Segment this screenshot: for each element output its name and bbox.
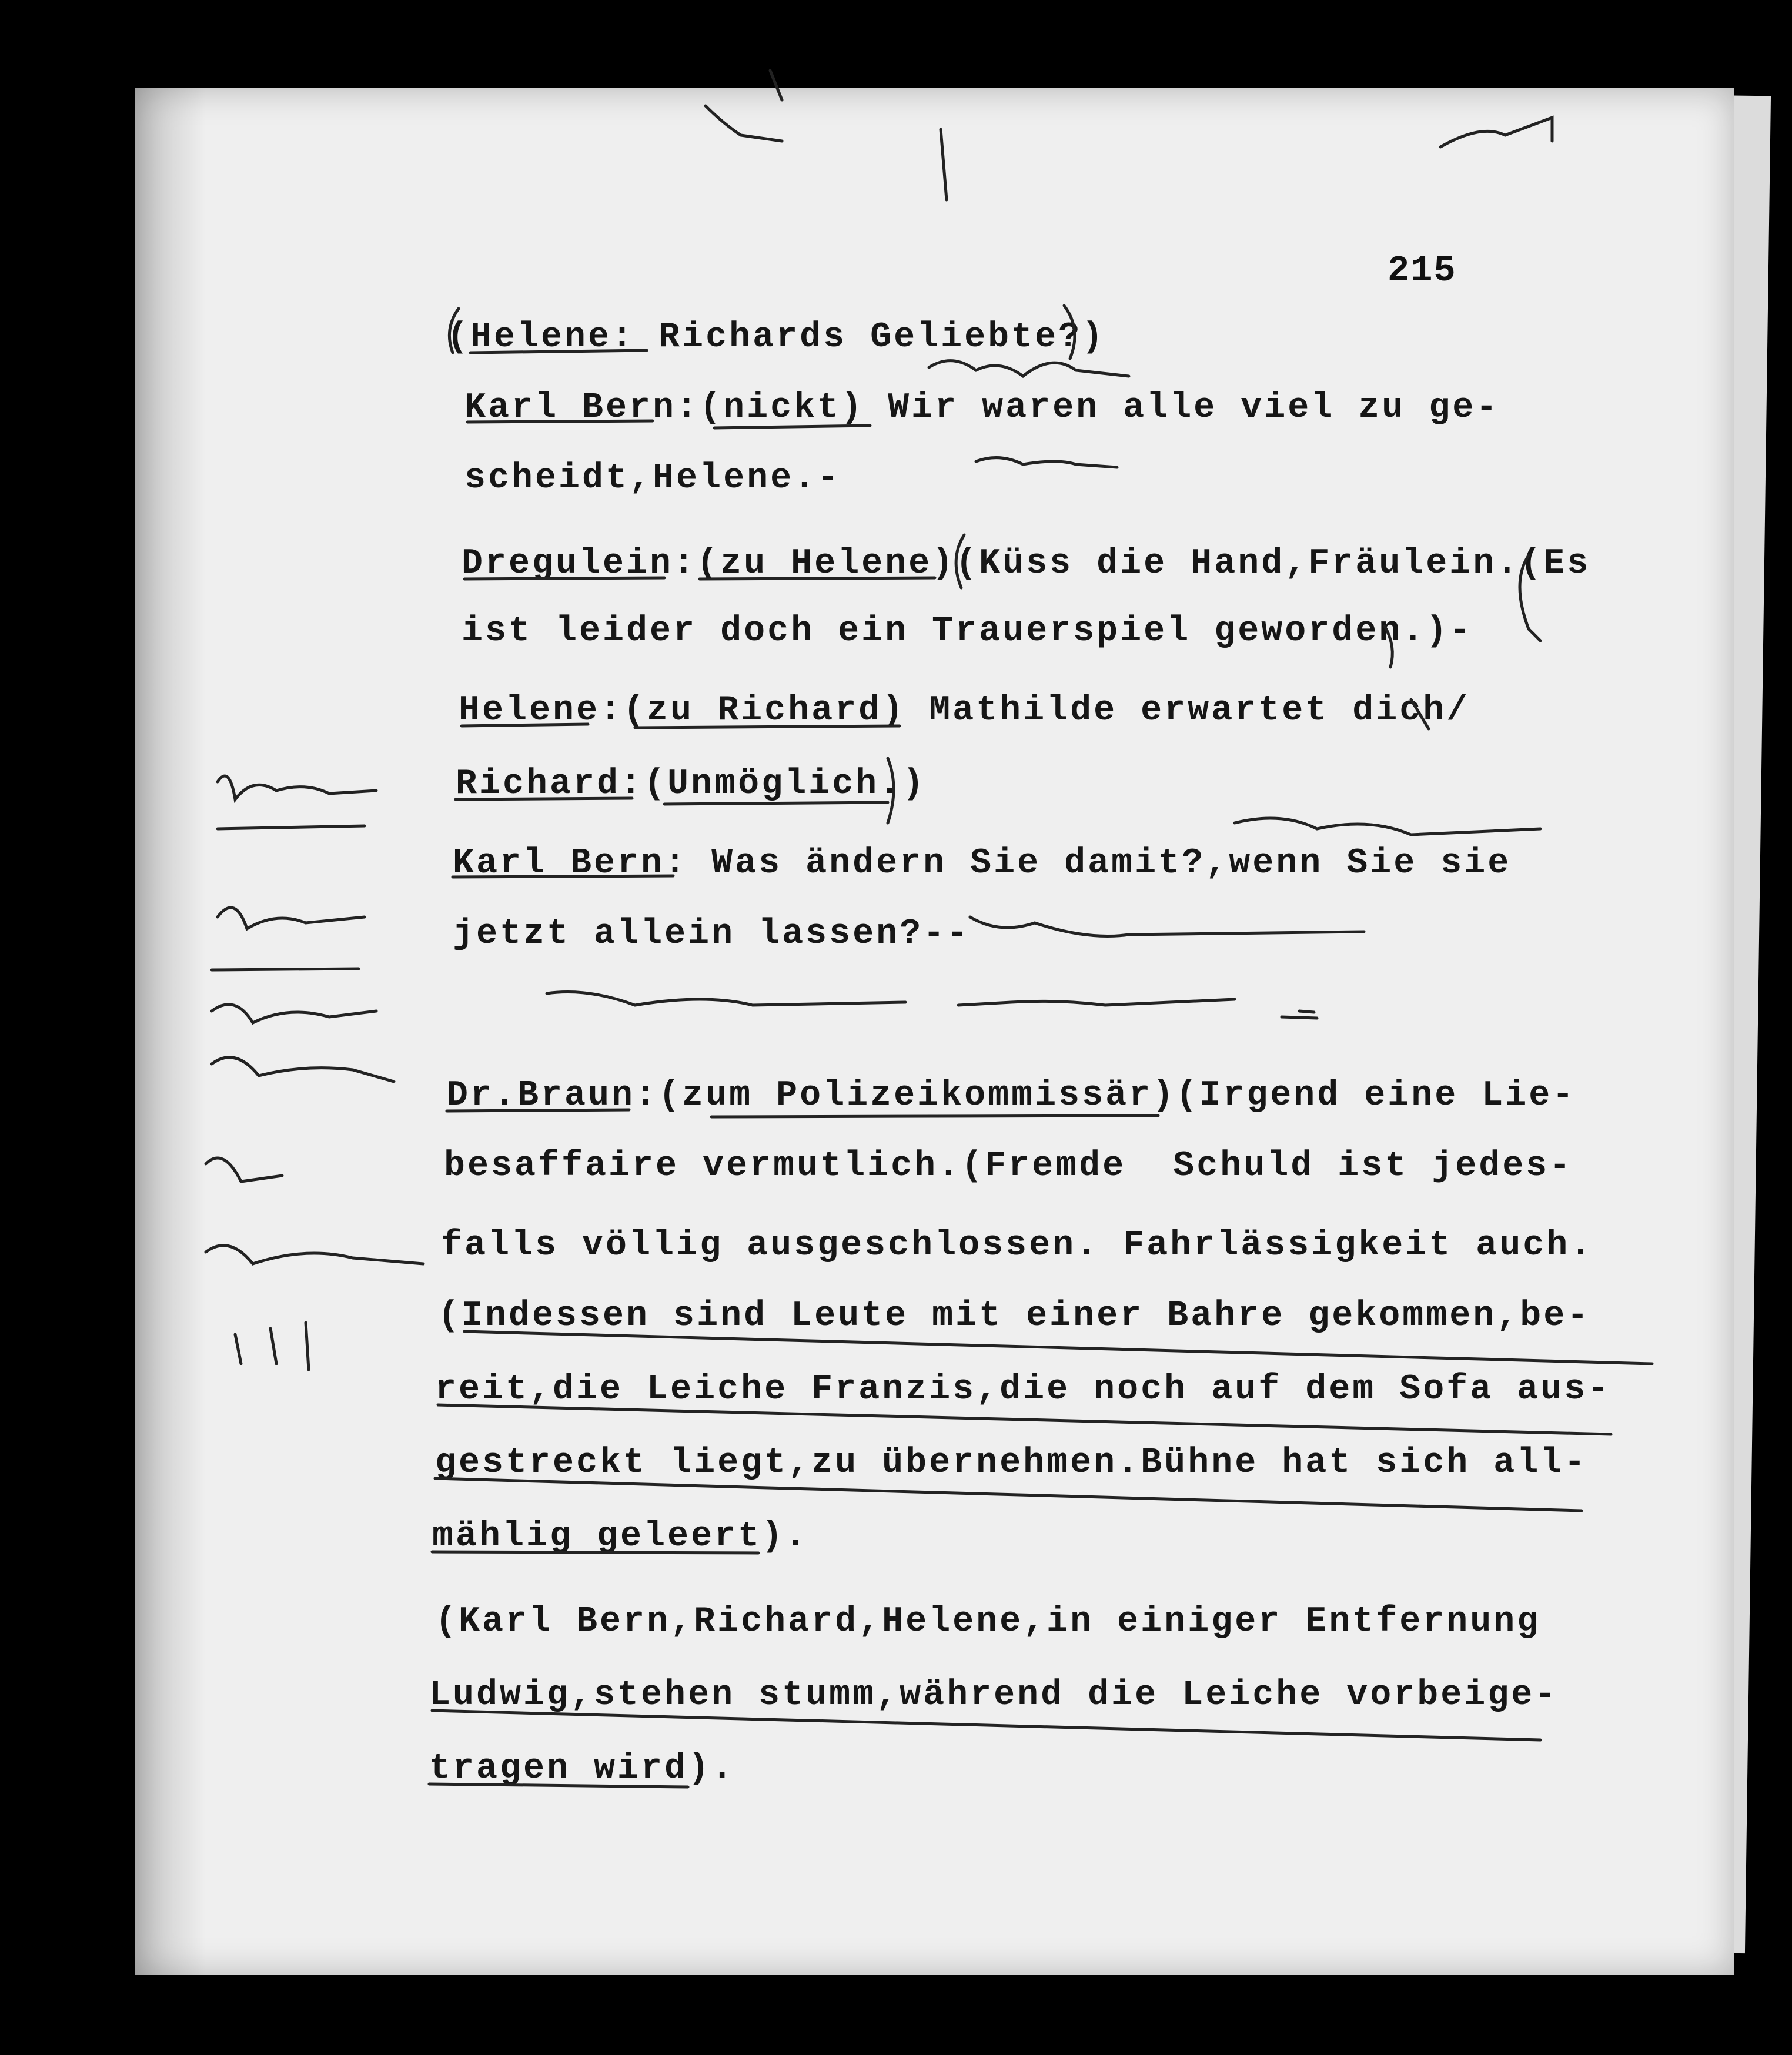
- text-line-14: reit,die Leiche Franzis,die noch auf dem Sofa aus-: [435, 1370, 1612, 1410]
- text-line-7: Richard:(Unmöglich.): [456, 764, 927, 804]
- text-line-17: (Karl Bern,Richard,Helene,in einiger Entfernung: [435, 1602, 1541, 1642]
- text-line-10: Dr.Braun:(zum Polizeikommissär)(Irgend eine Lie-: [447, 1076, 1576, 1116]
- text-line-6: Helene:(zu Richard) Mathilde erwartet dich/: [459, 691, 1470, 731]
- text-line-5: ist leider doch ein Trauerspiel geworden.)-: [462, 611, 1473, 651]
- page-number: 215: [1388, 250, 1457, 292]
- text-line-18: Ludwig,stehen stumm,während die Leiche vorbeige-: [429, 1675, 1559, 1715]
- text-line-13: (Indessen sind Leute mit einer Bahre gekommen,be-: [438, 1296, 1591, 1336]
- text-line-12: falls völlig ausgeschlossen. Fahrlässigkeit auch.: [441, 1226, 1594, 1266]
- text-line-16: mählig geleert).: [432, 1517, 809, 1557]
- text-line-1: (Helene: Richards Geliebte?): [447, 317, 1106, 357]
- text-line-2: Karl Bern:(nickt) Wir waren alle viel zu ge-: [464, 388, 1500, 428]
- text-line-8: Karl Bern: Was ändern Sie damit?,wenn Sie sie: [453, 844, 1512, 883]
- text-line-3: scheidt,Helene.-: [464, 458, 841, 498]
- text-line-11: besaffaire vermutlich.(Fremde Schuld ist jedes-: [444, 1146, 1573, 1186]
- text-line-19: tragen wird).: [429, 1749, 735, 1789]
- text-line-9: jetzt allein lassen?--: [453, 914, 971, 954]
- text-line-4: Dregulein:(zu Helene)(Küss die Hand,Fräulein.(Es: [462, 544, 1591, 584]
- text-line-15: gestreckt liegt,zu übernehmen.Bühne hat sich all-: [435, 1443, 1588, 1483]
